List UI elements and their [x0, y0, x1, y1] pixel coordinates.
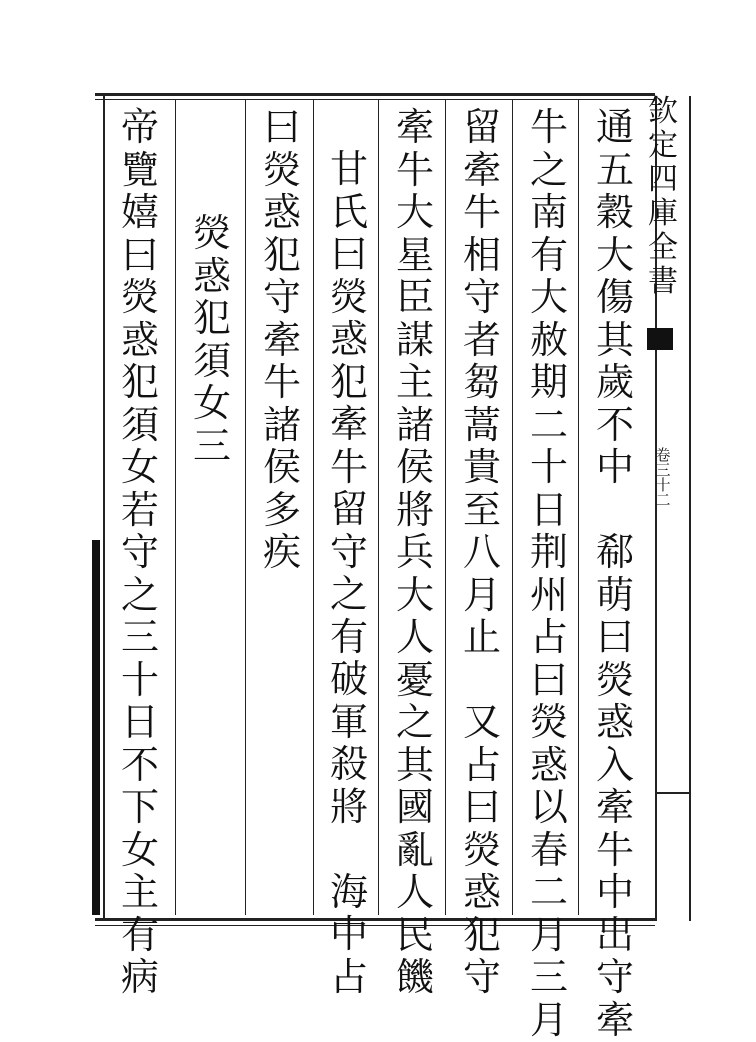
- text-column-1: 通 五 穀 大 傷 其 歲 不 中 郗 萌 曰 熒 惑 入 牽 牛 中 出 守 牽: [595, 105, 634, 1042]
- fishtail-mark: [647, 328, 673, 350]
- column-divider: [512, 100, 513, 915]
- text-column-2: 牛 之 南 有 大 赦 期 二 十 日 荆 州 占 曰 熒 惑 以 春 二 月 三 月: [529, 105, 568, 1042]
- top-border-thin: [95, 99, 655, 100]
- column-divider: [175, 100, 176, 915]
- text-column-6: 曰 熒 惑 犯 守 牽 牛 諸 侯 多 疾: [262, 105, 301, 574]
- column-divider: [445, 100, 446, 915]
- text-column-7: 熒 惑 犯 須 女 三: [192, 211, 231, 468]
- margin-outer-line: [689, 96, 691, 921]
- text-column-3: 留 牽 牛 相 守 者 芻 蒿 貴 至 八 月 止 又 占 曰 熒 惑 犯 守: [462, 105, 501, 999]
- margin-tick: [655, 792, 689, 794]
- bottom-border: [95, 918, 655, 921]
- column-divider: [378, 100, 379, 915]
- top-border: [95, 93, 655, 96]
- juan-label: 卷 三 十 二: [655, 446, 671, 509]
- binding-edge-mark: [92, 540, 100, 915]
- column-divider: [245, 100, 246, 915]
- column-divider: [578, 100, 579, 915]
- text-column-4: 牽 牛 大 星 臣 謀 主 諸 侯 將 兵 大 人 憂 之 其 國 亂 人 民 饑: [395, 105, 434, 999]
- book-title: 欽 定 四 庫 全 書: [648, 94, 678, 299]
- text-column-5: 甘 氏 曰 熒 惑 犯 牽 牛 留 守 之 有 破 軍 殺 將 海 中 占: [329, 147, 368, 999]
- bottom-border-thin: [95, 925, 655, 926]
- left-border: [103, 96, 105, 921]
- text-column-8: 帝 覽 嬉 曰 熒 惑 犯 須 女 若 守 之 三 十 日 不 下 女 主 有 病: [120, 105, 159, 999]
- column-divider: [313, 100, 314, 915]
